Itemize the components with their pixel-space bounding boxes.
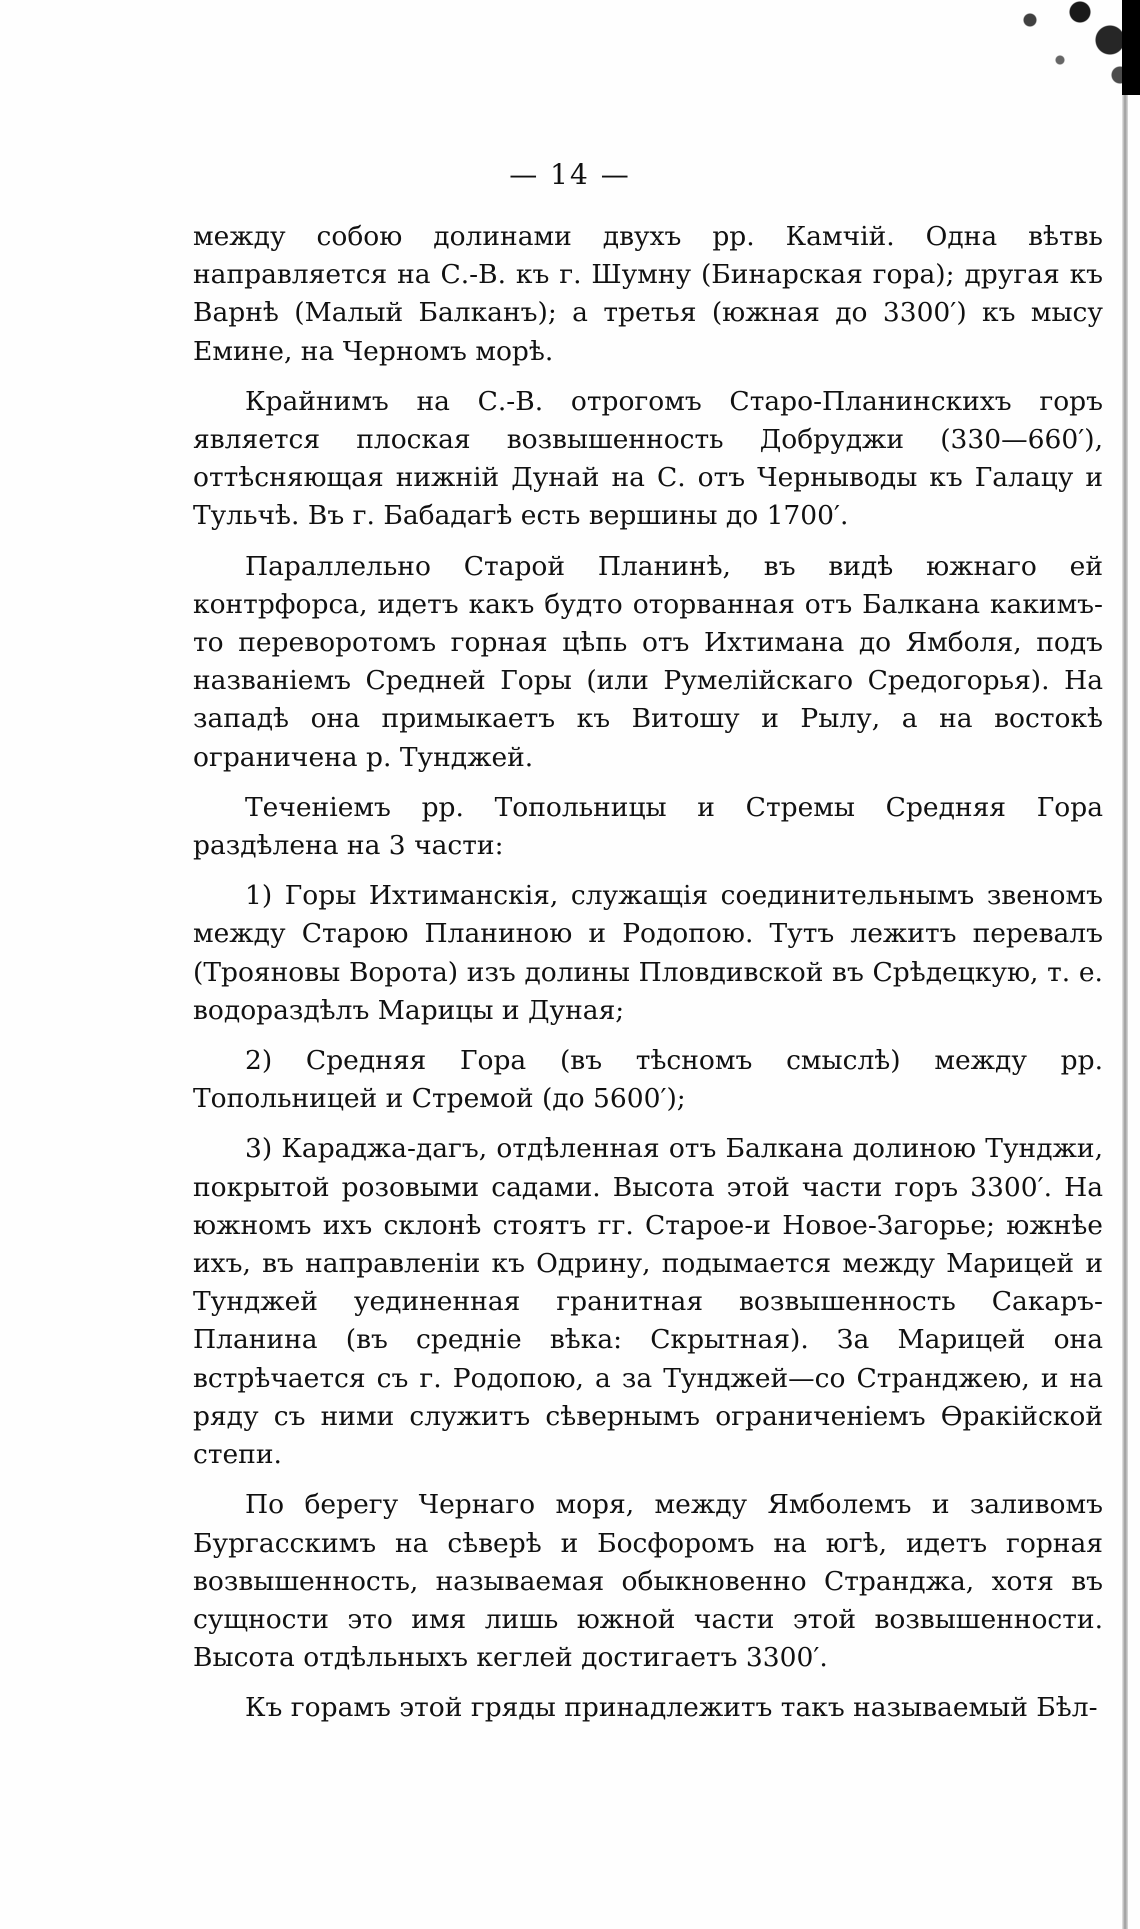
body-text [193,218,1103,1740]
scan-edge-shadow [1122,0,1128,1929]
scan-corner-smudge [990,0,1140,95]
paragraph: Крайнимъ на С.-В. отрогомъ Старо-Планинскихъ горъ является плоская возвышенность Добруджи (330—660′), оттѣсняющая нижній Дунай на С. отъ Черныводы къ Галацу и Тульчѣ. Въ г. Бабадагѣ есть вершины до 1700′. [193,385,1103,532]
list-item: 3) Караджа-дагъ, отдѣленная отъ Балкана долиною Тунджи, покрытой розовыми садами. Высота этой части горъ 3300′. На южномъ ихъ склонѣ стоятъ гг. Старое-и Новое-Загорье; южнѣе ихъ, въ направленіи къ Одрину, подымается между Марицей и Тунджей уединенная гранитная возвышенность Сакаръ-Планина (въ средніе вѣка: Скрытная). За Марицей она встрѣчается съ г. Родопою, а за Тунджей—со Странджею, и на ряду съ ними служитъ сѣвернымъ ограниченіемъ Ѳракійской степи. [193,1133,1103,1471]
page-number: — 14 — [509,158,631,191]
paragraph: Теченіемъ рр. Топольницы и Стремы Средняя Гора раздѣлена на 3 части: [193,791,1103,862]
list-item: 1) Горы Ихтиманскія, служащія соединительнымъ звеномъ между Старою Планиною и Родопою. Тутъ лежитъ перевалъ (Трояновы Ворота) изъ долины Пловдивской въ Срѣдецкую, т. е. водораздѣлъ Марицы и Дуная; [193,880,1103,1026]
paragraph: По берегу Чернаго моря, между Ямболемъ и заливомъ Бургасскимъ на сѣверѣ и Босфоромъ на югѣ, идетъ горная возвышенность, называемая обыкновенно Странджа, хотя въ сущности это имя лишь южной части этой возвышенности. Высота отдѣльныхъ кеглей достигаетъ 3300′. [193,1489,1103,1674]
paragraph: Къ горамъ этой гряды принадлежитъ такъ называемый Бѣл- [245,1692,1098,1724]
paragraph: Параллельно Старой Планинѣ, въ видѣ южнаго ей контрфорса, идетъ какъ будто оторванная отъ Балкана какимъ-то переворотомъ горная цѣпь отъ Ихтимана до Ямболя, подъ названіемъ Средней Горы (или Румелійскаго Средогорья). На западѣ она примыкаетъ къ Витошу и Рылу, а на востокѣ ограничена р. Тунджей. [193,550,1103,773]
paragraph: между собою долинами двухъ рр. Камчій. Одна вѣтвь направляется на С.-В. къ г. Шумну (Бинарская гора); другая къ Варнѣ (Малый Балканъ); а третья (южная до 3300′) къ мысу Емине, на Черномъ морѣ. [193,221,1103,367]
list-item: 2) Средняя Гора (въ тѣсномъ смыслѣ) между рр. Топольницей и Стремой (до 5600′); [193,1045,1103,1115]
